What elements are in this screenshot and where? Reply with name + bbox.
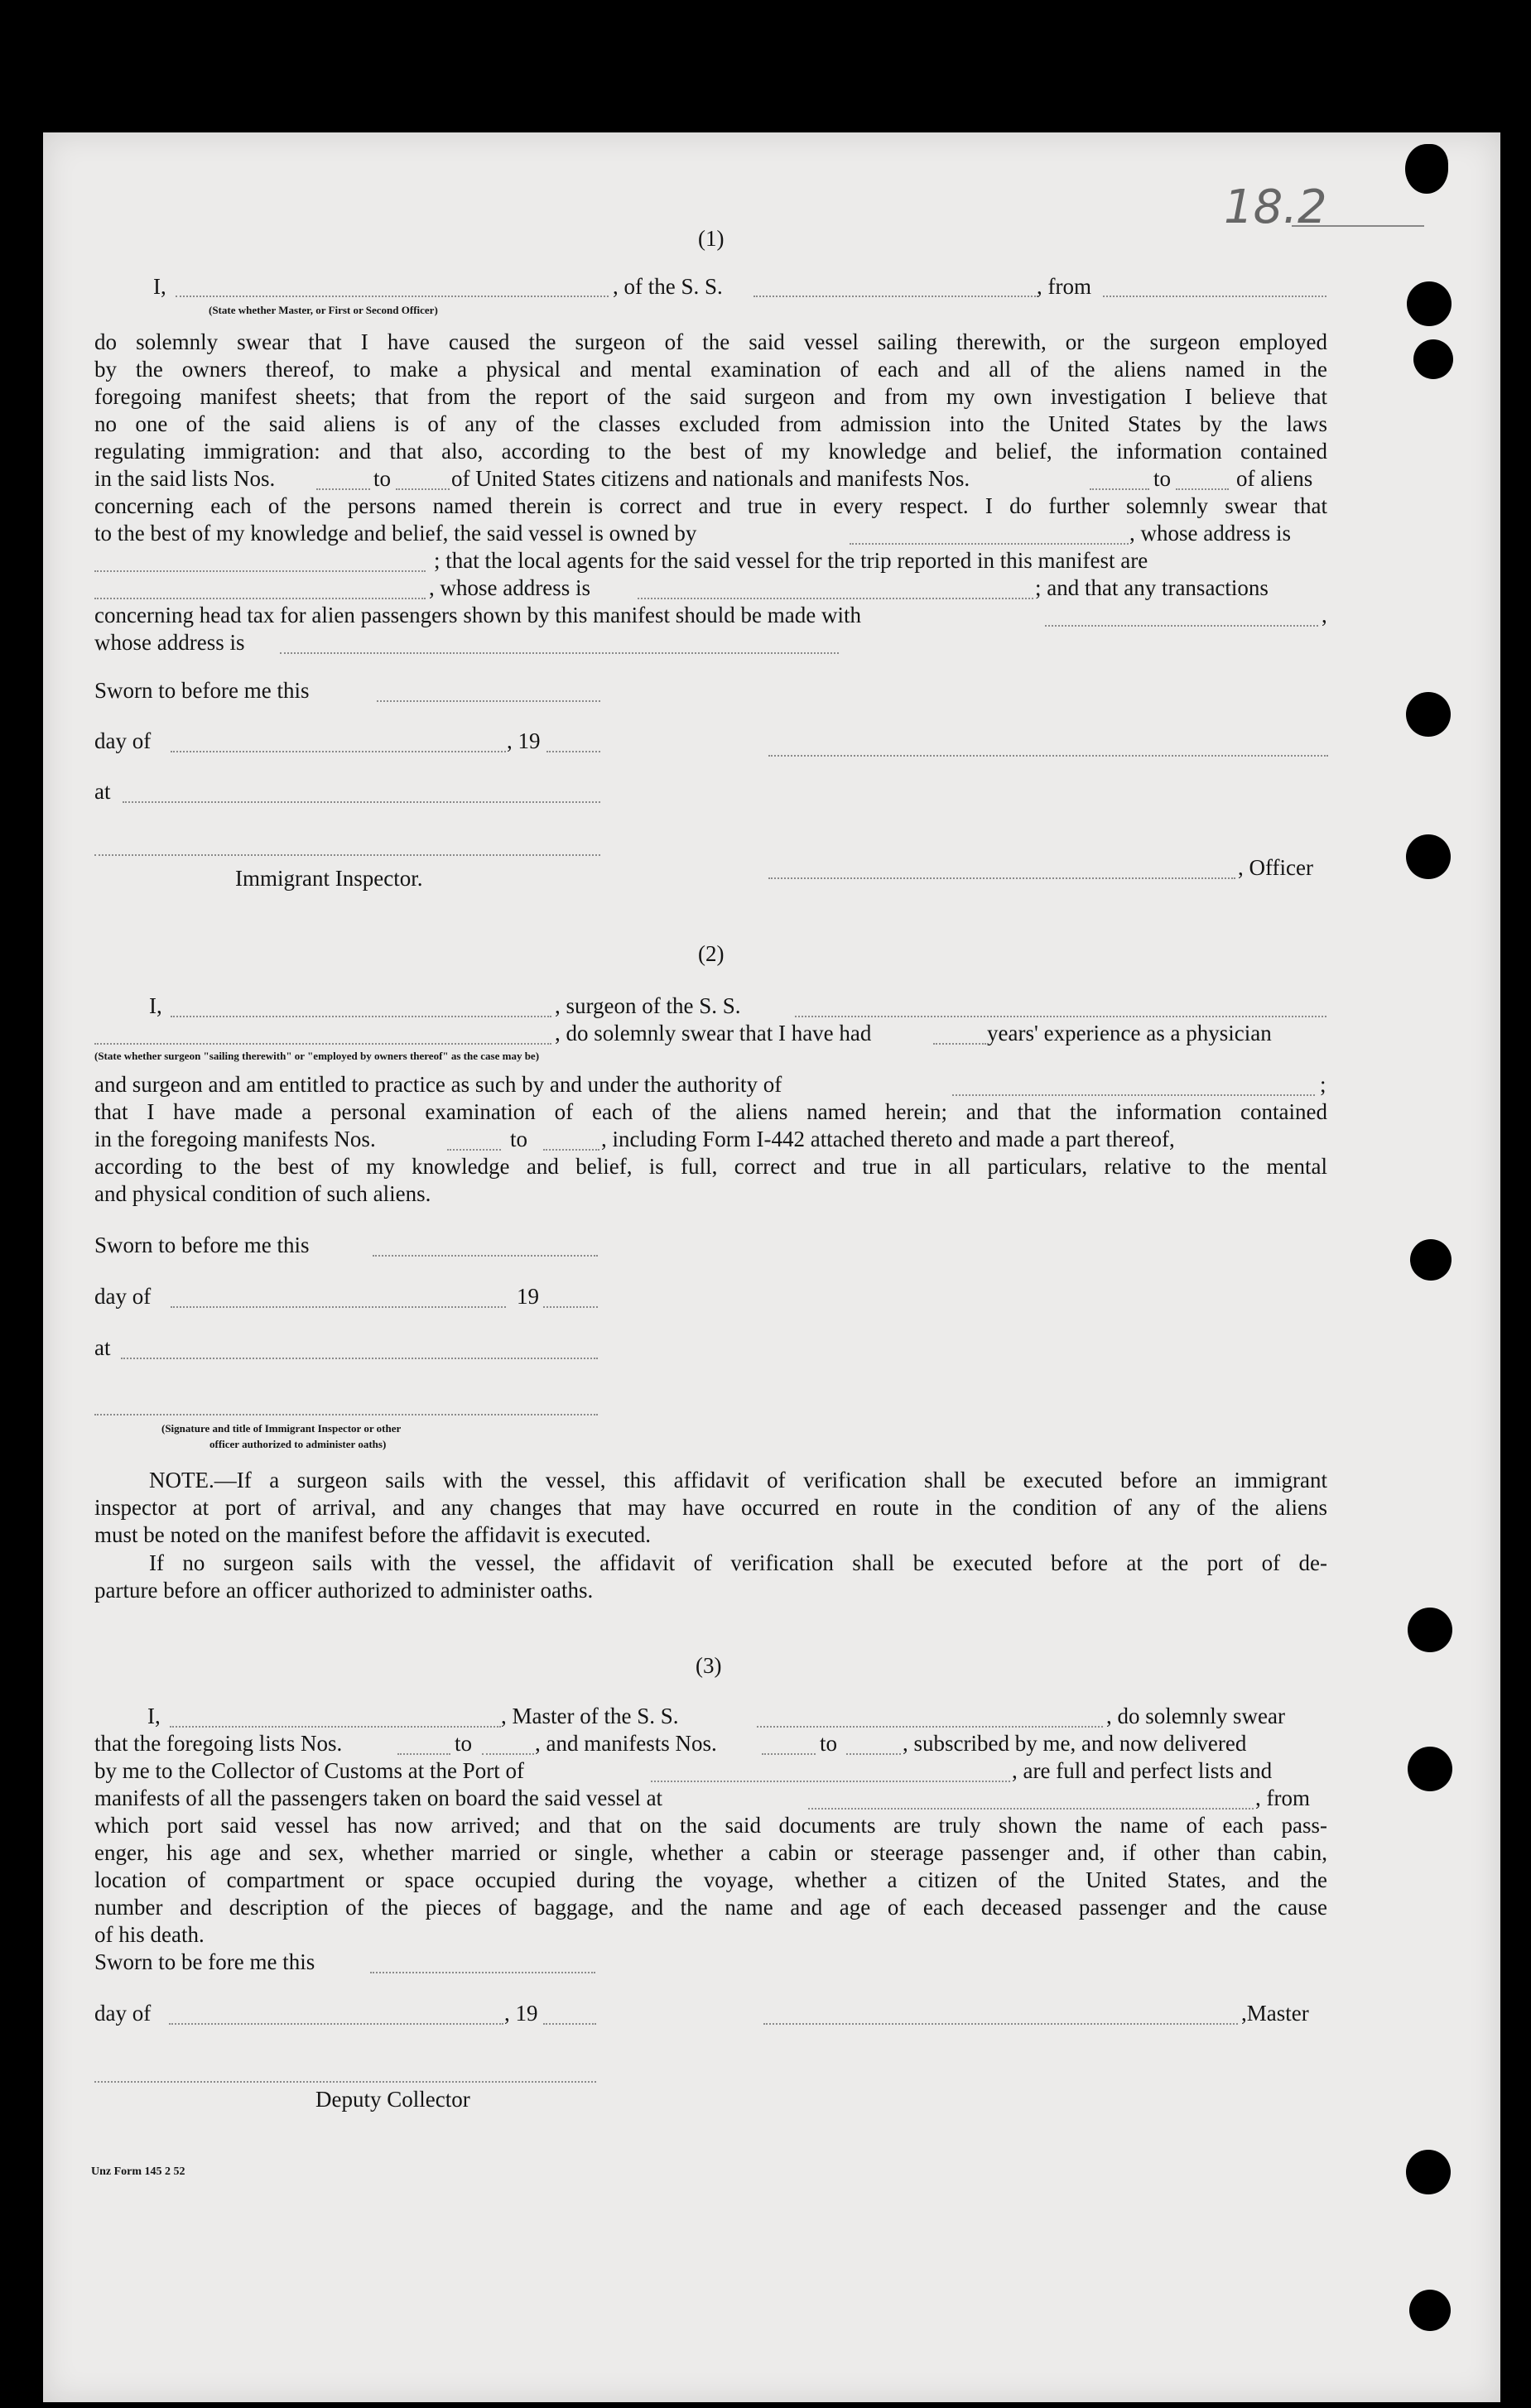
s1-sworn-label: Sworn to before me this xyxy=(94,678,310,703)
binder-hole-icon xyxy=(1405,144,1448,194)
s1-paragraph-line: do solemnly swear that I have caused the surgeon of the said vessel sailing therewith, or the surgeon employed xyxy=(94,329,1327,354)
officer-name-field[interactable] xyxy=(176,296,609,297)
embarkation-port-field[interactable] xyxy=(808,1808,1254,1810)
deputy-signature-field[interactable] xyxy=(94,2081,596,2083)
s2-signature-caption: (Signature and title of Immigrant Inspector or other xyxy=(161,1422,402,1435)
s3-paragraph-line: location of compartment or space occupied during the voyage, whether a citizen of the United States, and the xyxy=(94,1867,1327,1892)
manifests-from-field[interactable] xyxy=(1090,488,1149,490)
note-line: If no surgeon sails with the vessel, the affidavit of verification shall be executed before at the port of de- xyxy=(149,1550,1327,1575)
binder-hole-icon xyxy=(1408,1747,1452,1791)
s1-from-label: , from xyxy=(1037,274,1091,299)
s2-signature-field[interactable] xyxy=(94,1414,598,1415)
departure-port-field[interactable] xyxy=(1103,296,1326,297)
s1-of-ss-label: , of the S. S. xyxy=(613,274,723,299)
s2-surgeon-note: (State whether surgeon "sailing therewith" or "employed by owners thereof" as the case may be) xyxy=(94,1050,540,1062)
s1-agents-label: ; that the local agents for the said vessel for the trip reported in this manifest are xyxy=(434,548,1148,573)
s1-to-label: to xyxy=(1153,466,1172,491)
s1-paragraph-line: foregoing manifest sheets; that from the report of the said surgeon and from my own investigation I believe that xyxy=(94,384,1327,409)
s3-vessel-field[interactable] xyxy=(757,1726,1103,1728)
s2-sworn-field[interactable] xyxy=(373,1255,598,1257)
s1-signature-field[interactable] xyxy=(768,755,1328,757)
s1-inspector-label: Immigrant Inspector. xyxy=(235,866,423,891)
owner-field[interactable] xyxy=(850,543,1129,545)
s2-swear-label: , do solemnly swear that I have had xyxy=(555,1021,872,1045)
s3-year-field[interactable] xyxy=(543,2023,596,2025)
s3-month-field[interactable] xyxy=(169,2023,503,2025)
s3-i-label: I, xyxy=(147,1704,161,1728)
s2-month-field[interactable] xyxy=(171,1306,506,1308)
s2-physician-label: years' experience as a physician xyxy=(987,1021,1272,1045)
s3-sworn-field[interactable] xyxy=(370,1972,595,1973)
section-2-number: (2) xyxy=(698,941,725,966)
s1-year-label: , 19 xyxy=(507,728,541,753)
s1-month-field[interactable] xyxy=(171,751,506,752)
binder-hole-icon xyxy=(1413,339,1453,379)
s2-to-label: to xyxy=(510,1127,528,1151)
owner-address-field[interactable] xyxy=(94,570,426,572)
binder-hole-icon xyxy=(1406,2150,1451,2194)
authority-field[interactable] xyxy=(952,1094,1315,1096)
s2-day-of-label: day of xyxy=(94,1284,152,1309)
section-3-number: (3) xyxy=(696,1653,722,1678)
master-signature-field[interactable] xyxy=(763,2023,1238,2025)
binder-hole-icon xyxy=(1408,1608,1452,1652)
s2-vessel-field[interactable] xyxy=(795,1016,1326,1017)
s1-paragraph-line: by the owners thereof, to make a physical and mental examination of each and all of the aliens named in the xyxy=(94,357,1327,382)
s3-manifests-label: , and manifests Nos. xyxy=(535,1731,717,1756)
binder-hole-icon xyxy=(1410,1239,1452,1281)
s3-delivered-label: , subscribed by me, and now delivered xyxy=(903,1731,1247,1756)
s1-at-label: at xyxy=(94,779,111,804)
s1-lists-label: in the said lists Nos. xyxy=(94,466,276,491)
master-name-field[interactable] xyxy=(170,1726,501,1728)
s2-paragraph-line: according to the best of my knowledge and belief, is full, correct and true in all particulars, relative to the mental xyxy=(94,1154,1327,1179)
s1-head-tax-label: concerning head tax for alien passengers shown by this manifest should be made with xyxy=(94,603,862,627)
s3-taken-on-board-label: manifests of all the passengers taken on board the said vessel at xyxy=(94,1786,663,1810)
s2-paragraph-line: that I have made a personal examination of each of the aliens named herein; and that the information contained xyxy=(94,1099,1327,1124)
s3-master-label: , Master of the S. S. xyxy=(501,1704,679,1728)
s3-day-of-label: day of xyxy=(94,2001,152,2026)
s3-port-label: by me to the Collector of Customs at the Port of xyxy=(94,1758,524,1783)
s1-paragraph-line: concerning each of the persons named therein is correct and true in every respect. I do further solemnly swear that xyxy=(94,493,1327,518)
s1-officer-note: (State whether Master, or First or Second Officer) xyxy=(209,304,438,316)
s2-manifests-label: in the foregoing manifests Nos. xyxy=(94,1127,376,1151)
s3-from-label: , from xyxy=(1255,1786,1310,1810)
s3-master-sig-label: ,Master xyxy=(1241,2001,1309,2026)
s2-sworn-label: Sworn to before me this xyxy=(94,1233,310,1257)
form-id: Unz Form 145 2 52 xyxy=(91,2165,185,2178)
s1-address-label: , whose address is xyxy=(1129,521,1291,546)
agents-address-field[interactable] xyxy=(638,598,1033,599)
s2-signature-caption: officer authorized to administer oaths) xyxy=(209,1438,387,1450)
arrival-port-field[interactable] xyxy=(651,1781,1010,1782)
vessel-name-field[interactable] xyxy=(753,296,1038,297)
s3-deputy-label: Deputy Collector xyxy=(315,2087,470,2112)
s1-to-label: to xyxy=(373,466,392,491)
s3-paragraph-last: of his death. xyxy=(94,1922,205,1947)
note-line-last: parture before an officer authorized to administer oaths. xyxy=(94,1578,594,1603)
s2-paragraph-last: and physical condition of such aliens. xyxy=(94,1181,431,1206)
manifests-to-field[interactable] xyxy=(1176,488,1229,490)
s1-day-of-label: day of xyxy=(94,728,152,753)
s3-paragraph-line: number and description of the pieces of baggage, and the name and age of each deceased passenger and the cause xyxy=(94,1895,1327,1920)
s3-lists-from-field[interactable] xyxy=(397,1753,450,1755)
s3-paragraph-line: which port said vessel has now arrived; and that on the said documents are truly shown the name of each pass- xyxy=(94,1813,1327,1838)
s2-authority-label: and surgeon and am entitled to practice as such by and under the authority of xyxy=(94,1072,782,1097)
s3-manifests-from-field[interactable] xyxy=(762,1753,816,1755)
years-experience-field[interactable] xyxy=(933,1043,986,1045)
binder-hole-icon xyxy=(1406,692,1451,737)
s2-manifests-from-field[interactable] xyxy=(447,1149,501,1151)
s1-sworn-field[interactable] xyxy=(377,700,600,702)
surgeon-name-field[interactable] xyxy=(171,1016,551,1017)
head-tax-address-field[interactable] xyxy=(280,652,839,654)
section-1-number: (1) xyxy=(698,226,725,251)
s2-form-label: , including Form I-442 attached thereto and made a part thereof, xyxy=(601,1127,1175,1151)
s3-paragraph-line: enger, his age and sex, whether married or single, whether a cabin or steerage passenger and, if other than cabin, xyxy=(94,1840,1327,1865)
s2-year-label: 19 xyxy=(517,1284,539,1309)
s1-paragraph-line: regulating immigration: and that also, according to the best of my knowledge and belief, the information contained xyxy=(94,439,1327,464)
surgeon-status-field[interactable] xyxy=(94,1043,551,1045)
annotation-stroke xyxy=(1292,225,1424,227)
s1-citizens-label: of United States citizens and nationals and manifests Nos. xyxy=(451,466,970,491)
s3-perfect-lists-label: , are full and perfect lists and xyxy=(1012,1758,1273,1783)
binder-hole-icon xyxy=(1406,834,1451,879)
binder-hole-icon xyxy=(1407,281,1452,326)
s3-year-label: , 19 xyxy=(504,2001,538,2026)
s3-sworn-label: Sworn to be fore me this xyxy=(94,1949,315,1974)
s2-manifests-to-field[interactable] xyxy=(543,1149,599,1151)
s1-whose-address-label: whose address is xyxy=(94,630,245,655)
binder-hole-icon xyxy=(1409,2290,1451,2331)
s1-transactions-label: ; and that any transactions xyxy=(1035,575,1269,600)
s1-paragraph-line: no one of the said aliens is of any of the classes excluded from admission into the United States by the laws xyxy=(94,411,1327,436)
head-tax-contact-field[interactable] xyxy=(1045,625,1318,627)
s1-of-aliens-label: of aliens xyxy=(1236,466,1313,491)
s2-at-label: at xyxy=(94,1335,111,1360)
s1-i-label: I, xyxy=(153,274,166,299)
s2-place-field[interactable] xyxy=(121,1358,598,1359)
s2-year-field[interactable] xyxy=(543,1306,598,1308)
s3-lists-label: that the foregoing lists Nos. xyxy=(94,1731,343,1756)
s1-officer-field[interactable] xyxy=(768,877,1235,879)
s1-place-field[interactable] xyxy=(123,801,600,803)
note-line: inspector at port of arrival, and any changes that may have occurred en route in the condition of any of the aliens xyxy=(94,1495,1327,1520)
s1-owned-by-label: to the best of my knowledge and belief, the said vessel is owned by xyxy=(94,521,697,546)
s1-comma: , xyxy=(1322,603,1327,627)
s3-manifests-to-field[interactable] xyxy=(846,1753,901,1755)
s2-i-label: I, xyxy=(149,993,162,1018)
lists-to-field[interactable] xyxy=(396,488,450,490)
s3-to-label: to xyxy=(820,1731,838,1756)
s3-swear-label: , do solemnly swear xyxy=(1106,1704,1285,1728)
s3-to-label: to xyxy=(455,1731,473,1756)
note-line: NOTE.—If a surgeon sails with the vessel, this affidavit of verification shall be executed before an immigrant xyxy=(149,1468,1327,1492)
s1-officer-label: , Officer xyxy=(1238,855,1313,880)
agents-field[interactable] xyxy=(94,598,426,599)
s1-year-field[interactable] xyxy=(546,751,600,752)
s1-inspector-signature-field[interactable] xyxy=(94,854,600,856)
s3-lists-to-field[interactable] xyxy=(482,1753,534,1755)
s1-agents-address-label: , whose address is xyxy=(429,575,590,600)
note-line-last: must be noted on the manifest before the affidavit is executed. xyxy=(94,1522,652,1547)
s2-surgeon-label: , surgeon of the S. S. xyxy=(555,993,741,1018)
handwritten-annotation: 18.2 xyxy=(1224,180,1327,234)
s2-semicolon: ; xyxy=(1320,1072,1326,1097)
lists-from-field[interactable] xyxy=(316,488,370,490)
